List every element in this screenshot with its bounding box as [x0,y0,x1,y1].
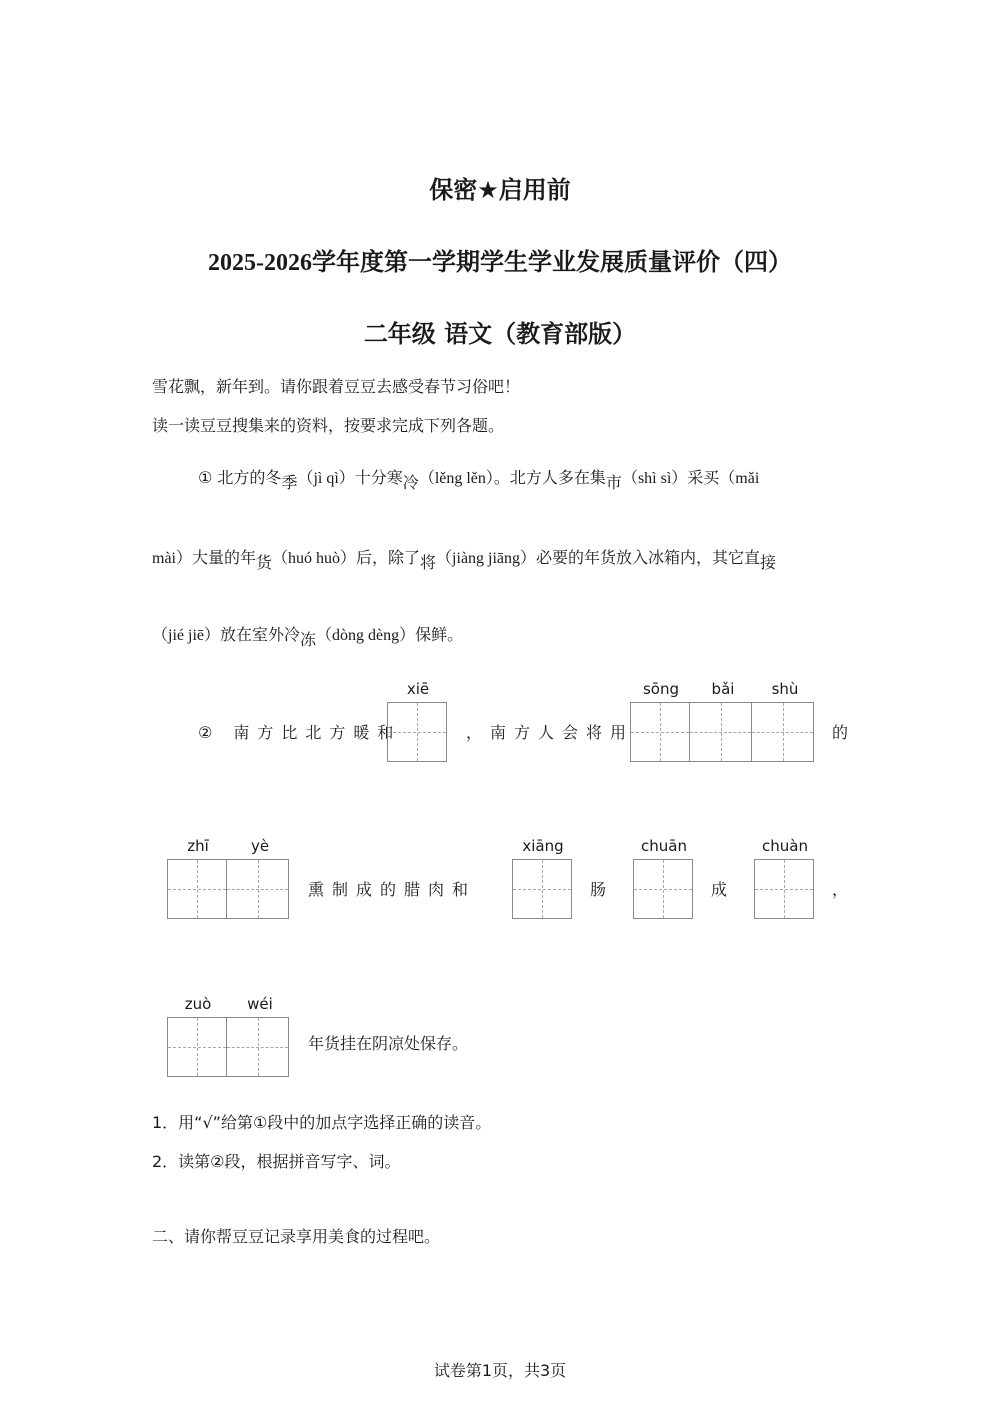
tian-grid-cell[interactable] [227,1017,289,1077]
tian-grid-cell[interactable] [752,702,814,762]
pinyin-options: （shì sì）采买（mǎi [621,470,760,487]
pinyin-label: zuò [184,995,212,1013]
subject-title: 二年级 语文（教育部版） [363,320,637,348]
para2-row3-text: 年货挂在阴凉处保存。 [308,1034,469,1053]
para2-row2-text-c: 成 [711,880,736,899]
pinyin-options: （jié jiē）放在室外冷 [152,627,300,644]
intro-line-2: 读一读豆豆搜集来的资料，按要求完成下列各题。 [152,416,505,435]
dotted-char: 将 [420,553,437,572]
dotted-char: 季 [281,473,298,492]
dotted-char: 冷 [402,473,419,492]
tian-grid-cell[interactable] [633,859,693,919]
writing-grid-zuo-wei[interactable] [167,1017,289,1077]
para1-text: mài）大量的年 [152,550,256,567]
section-2-heading: 二、请你帮豆豆记录享用美食的过程吧。 [152,1227,441,1246]
para1-text: ① 北方的冬 [198,468,282,487]
pinyin-label: zhī [187,837,209,855]
pinyin-options: （jì qì）十分寒 [297,470,403,487]
exam-title: 2025-2026学年度第一学期学生学业发展质量评价（四） [208,250,792,276]
pinyin-label: chuān [641,837,687,855]
pinyin-label: sōng [642,680,680,698]
writing-grid-xiang[interactable] [512,859,572,919]
para1-line-3 [152,625,464,649]
writing-grid-xie[interactable] [387,702,447,762]
writing-grid-chuan4[interactable] [754,859,814,919]
pinyin-label: yè [250,837,270,855]
pinyin-label: xiē [406,680,430,698]
dotted-char: 冻 [300,630,317,649]
page-footer: 试卷第1页，共3页 [433,1361,567,1380]
intro-line-1: 雪花飘，新年到。请你跟着豆豆去感受春节习俗吧！ [152,377,521,396]
tian-grid-cell[interactable] [630,702,690,762]
pinyin-options: （jiàng jiāng）必要的年货放入冰箱内，其它直 [436,550,761,567]
writing-grid-song-bai-shu[interactable] [630,702,814,762]
pinyin-label: bǎi [711,680,735,698]
dotted-char: 接 [760,553,777,572]
pinyin-options: （huó huò）后，除了 [272,550,421,567]
pinyin-label: chuàn [762,837,808,855]
para2-row2-text-b: 肠 [590,880,615,899]
writing-grid-zhi-ye[interactable] [167,859,289,919]
tian-grid-cell[interactable] [754,859,814,919]
dotted-char: 货 [256,553,273,572]
para2-row2-text-d: ， [832,880,857,899]
pinyin-label: shù [771,680,799,698]
pinyin-options: （dòng dèng）保鲜。 [316,627,464,644]
question-2: 2．读第②段，根据拼音写字、词。 [152,1152,401,1171]
para2-row2-text-a: 熏制成的腊肉和 [308,880,477,899]
tian-grid-cell[interactable] [690,702,752,762]
question-1: 1．用“√”给第①段中的加点字选择正确的读音。 [152,1113,492,1132]
tian-grid-cell[interactable] [512,859,572,919]
pinyin-label: xiāng [522,837,564,855]
dotted-char: 市 [605,473,622,492]
para2-row1-text-b: ，南方人会将用 [466,723,635,742]
para2-row1-text-a: ② 南方比北方暖和 [198,723,402,742]
writing-grid-chuan1[interactable] [633,859,693,919]
tian-grid-cell[interactable] [167,1017,227,1077]
tian-grid-cell[interactable] [227,859,289,919]
para1-line-2 [152,548,777,572]
confidential-label: 保密★启用前 [429,176,571,204]
tian-grid-cell[interactable] [387,702,447,762]
para2-row1-text-c: 的 [832,723,857,742]
para1-line-1 [198,468,760,492]
pinyin-label: wéi [247,995,273,1013]
pinyin-options: （lěng lěn）。北方人多在集 [418,470,606,487]
tian-grid-cell[interactable] [167,859,227,919]
